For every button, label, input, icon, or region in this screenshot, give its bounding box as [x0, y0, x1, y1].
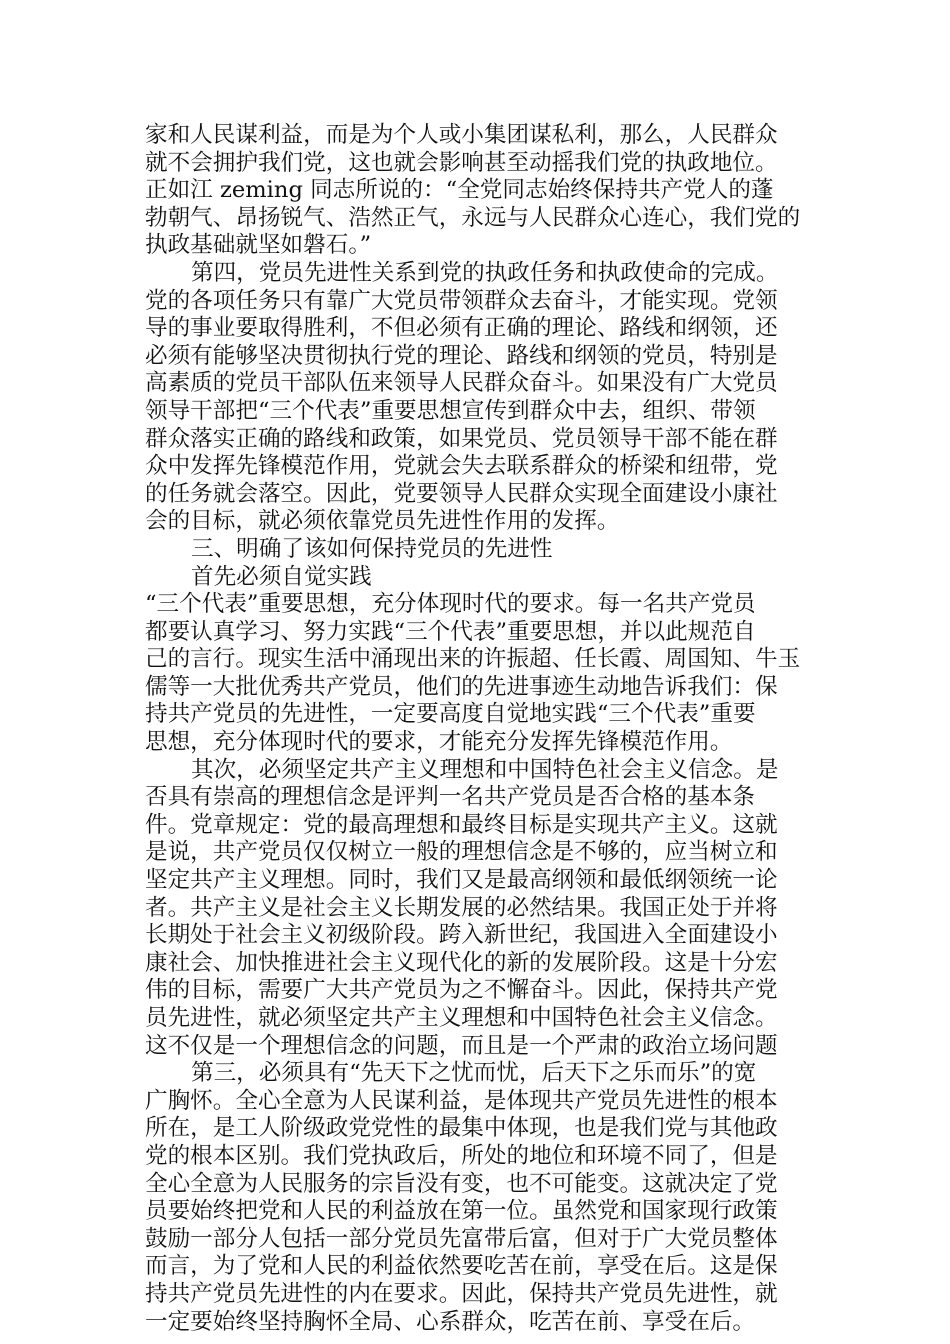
- text-line: 员要始终把党和人民的利益放在第一位。虽然党和国家现行政策: [145, 1198, 778, 1225]
- text-line: 党的各项任务只有靠广大党员带领群众去奋斗，才能实现。党领: [145, 287, 778, 314]
- text-line: 康社会、加快推进社会主义现代化的新的发展阶段。这是十分宏: [145, 949, 778, 976]
- text-line: 家和人民谋利益，而是为个人或小集团谋私利，那么，人民群众: [145, 122, 778, 148]
- text-line: 员先进性，就必须坚定共产主义理想和中国特色社会主义信念。: [145, 1005, 778, 1031]
- text-line: 己的言行。现实生活中涌现出来的许振超、任长霞、周国知、牛玉: [145, 646, 801, 673]
- text-line: 一定要始终坚持胸怀全局、心系群众，吃苦在前、享受在后。: [145, 1308, 756, 1335]
- text-line: 必须有能够坚决贯彻执行党的理论、路线和纲领的党员，特别是: [145, 342, 778, 369]
- text-line: 长期处于社会主义初级阶段。跨入新世纪，我国进入全面建设小: [145, 922, 778, 949]
- text-line: 者。共产主义是社会主义长期发展的必然结果。我国正处于并将: [145, 894, 778, 921]
- text-line: 三、明确了该如何保持党员的先进性: [191, 535, 553, 562]
- text-lines: [145, 122, 809, 1336]
- text-line: 第三，必须具有“先天下之忧而忧，后天下之乐而乐”的宽: [191, 1060, 757, 1087]
- text-line: 思想，充分体现时代的要求，才能充分发挥先锋模范作用。: [145, 729, 733, 756]
- text-line: 群众落实正确的路线和政策，如果党员、党员领导干部不能在群: [145, 425, 778, 452]
- text-line: 否具有崇高的理想信念是评判一名共产党员是否合格的基本条: [145, 784, 756, 811]
- text-line: 导的事业要取得胜利，不但必须有正确的理论、路线和纲领，还: [145, 315, 778, 342]
- text-line: 的任务就会落空。因此，党要领导人民群众实现全面建设小康社: [145, 480, 778, 507]
- text-line: 坚定共产主义理想。同时，我们又是最高纲领和最低纲领统一论: [145, 867, 778, 894]
- text-line: 首先必须自觉实践: [191, 563, 372, 590]
- text-line: 件。党章规定：党的最高理想和最终目标是实现共产主义。这就: [145, 811, 778, 838]
- document-body: [145, 122, 809, 1336]
- text-line: 高素质的党员干部队伍来领导人民群众奋斗。如果没有广大党员: [145, 370, 778, 397]
- text-line: 持共产党员的先进性，一定要高度自觉地实践“三个代表”重要: [145, 701, 756, 728]
- text-line: 会的目标，就必须依靠党员先进性作用的发挥。: [145, 508, 620, 535]
- text-line: 这不仅是一个理想信念的问题，而且是一个严肃的政治立场问题: [145, 1032, 778, 1059]
- text-line: 持共产党员先进性的内在要求。因此，保持共产党员先进性，就: [145, 1280, 778, 1307]
- text-line: 是说，共产党员仅仅树立一般的理想信念是不够的，应当树立和: [145, 839, 778, 866]
- text-line: 鼓励一部分人包括一部分党员先富带后富，但对于广大党员整体: [145, 1225, 778, 1252]
- text-line: 而言，为了党和人民的利益依然要吃苦在前，享受在后。这是保: [145, 1253, 778, 1280]
- text-line: 领导干部把“三个代表”重要思想宣传到群众中去，组织、带领: [145, 397, 756, 424]
- text-line: 伟的目标，需要广大共产党员为之不懈奋斗。因此，保持共产党: [145, 977, 778, 1004]
- text-line: 儒等一大批优秀共产党员，他们的先进事迹生动地告诉我们：保: [145, 673, 778, 700]
- text-line: 其次，必须坚定共产主义理想和中国特色社会主义信念。是: [191, 756, 779, 783]
- text-line: 执政基础就坚如磐石。”: [145, 232, 372, 259]
- text-line: 第四，党员先进性关系到党的执政任务和执政使命的完成。: [191, 259, 779, 286]
- text-line: 正如江 zeming 同志所说的：“全党同志始终保持共产党人的蓬: [145, 177, 774, 204]
- text-line: 党的根本区别。我们党执政后，所处的地位和环境不同了，但是: [145, 1142, 778, 1169]
- text-line: 广胸怀。全心全意为人民谋利益，是体现共产党员先进性的根本: [145, 1087, 778, 1114]
- text-line: 所在，是工人阶级政党党性的最集中体现，也是我们党与其他政: [145, 1115, 778, 1142]
- text-line: 众中发挥先锋模范作用，党就会失去联系群众的桥梁和纽带，党: [145, 453, 778, 480]
- text-line: “三个代表”重要思想，充分体现时代的要求。每一名共产党员: [145, 591, 756, 618]
- text-line: 全心全意为人民服务的宗旨没有变，也不可能变。这就决定了党: [145, 1170, 778, 1197]
- text-line: 都要认真学习、努力实践“三个代表”重要思想，并以此规范自: [145, 618, 756, 645]
- text-line: 勃朝气、昂扬锐气、浩然正气，永远与人民群众心连心，我们党的: [145, 204, 801, 231]
- text-line: 就不会拥护我们党，这也就会影响甚至动摇我们党的执政地位。: [145, 149, 778, 176]
